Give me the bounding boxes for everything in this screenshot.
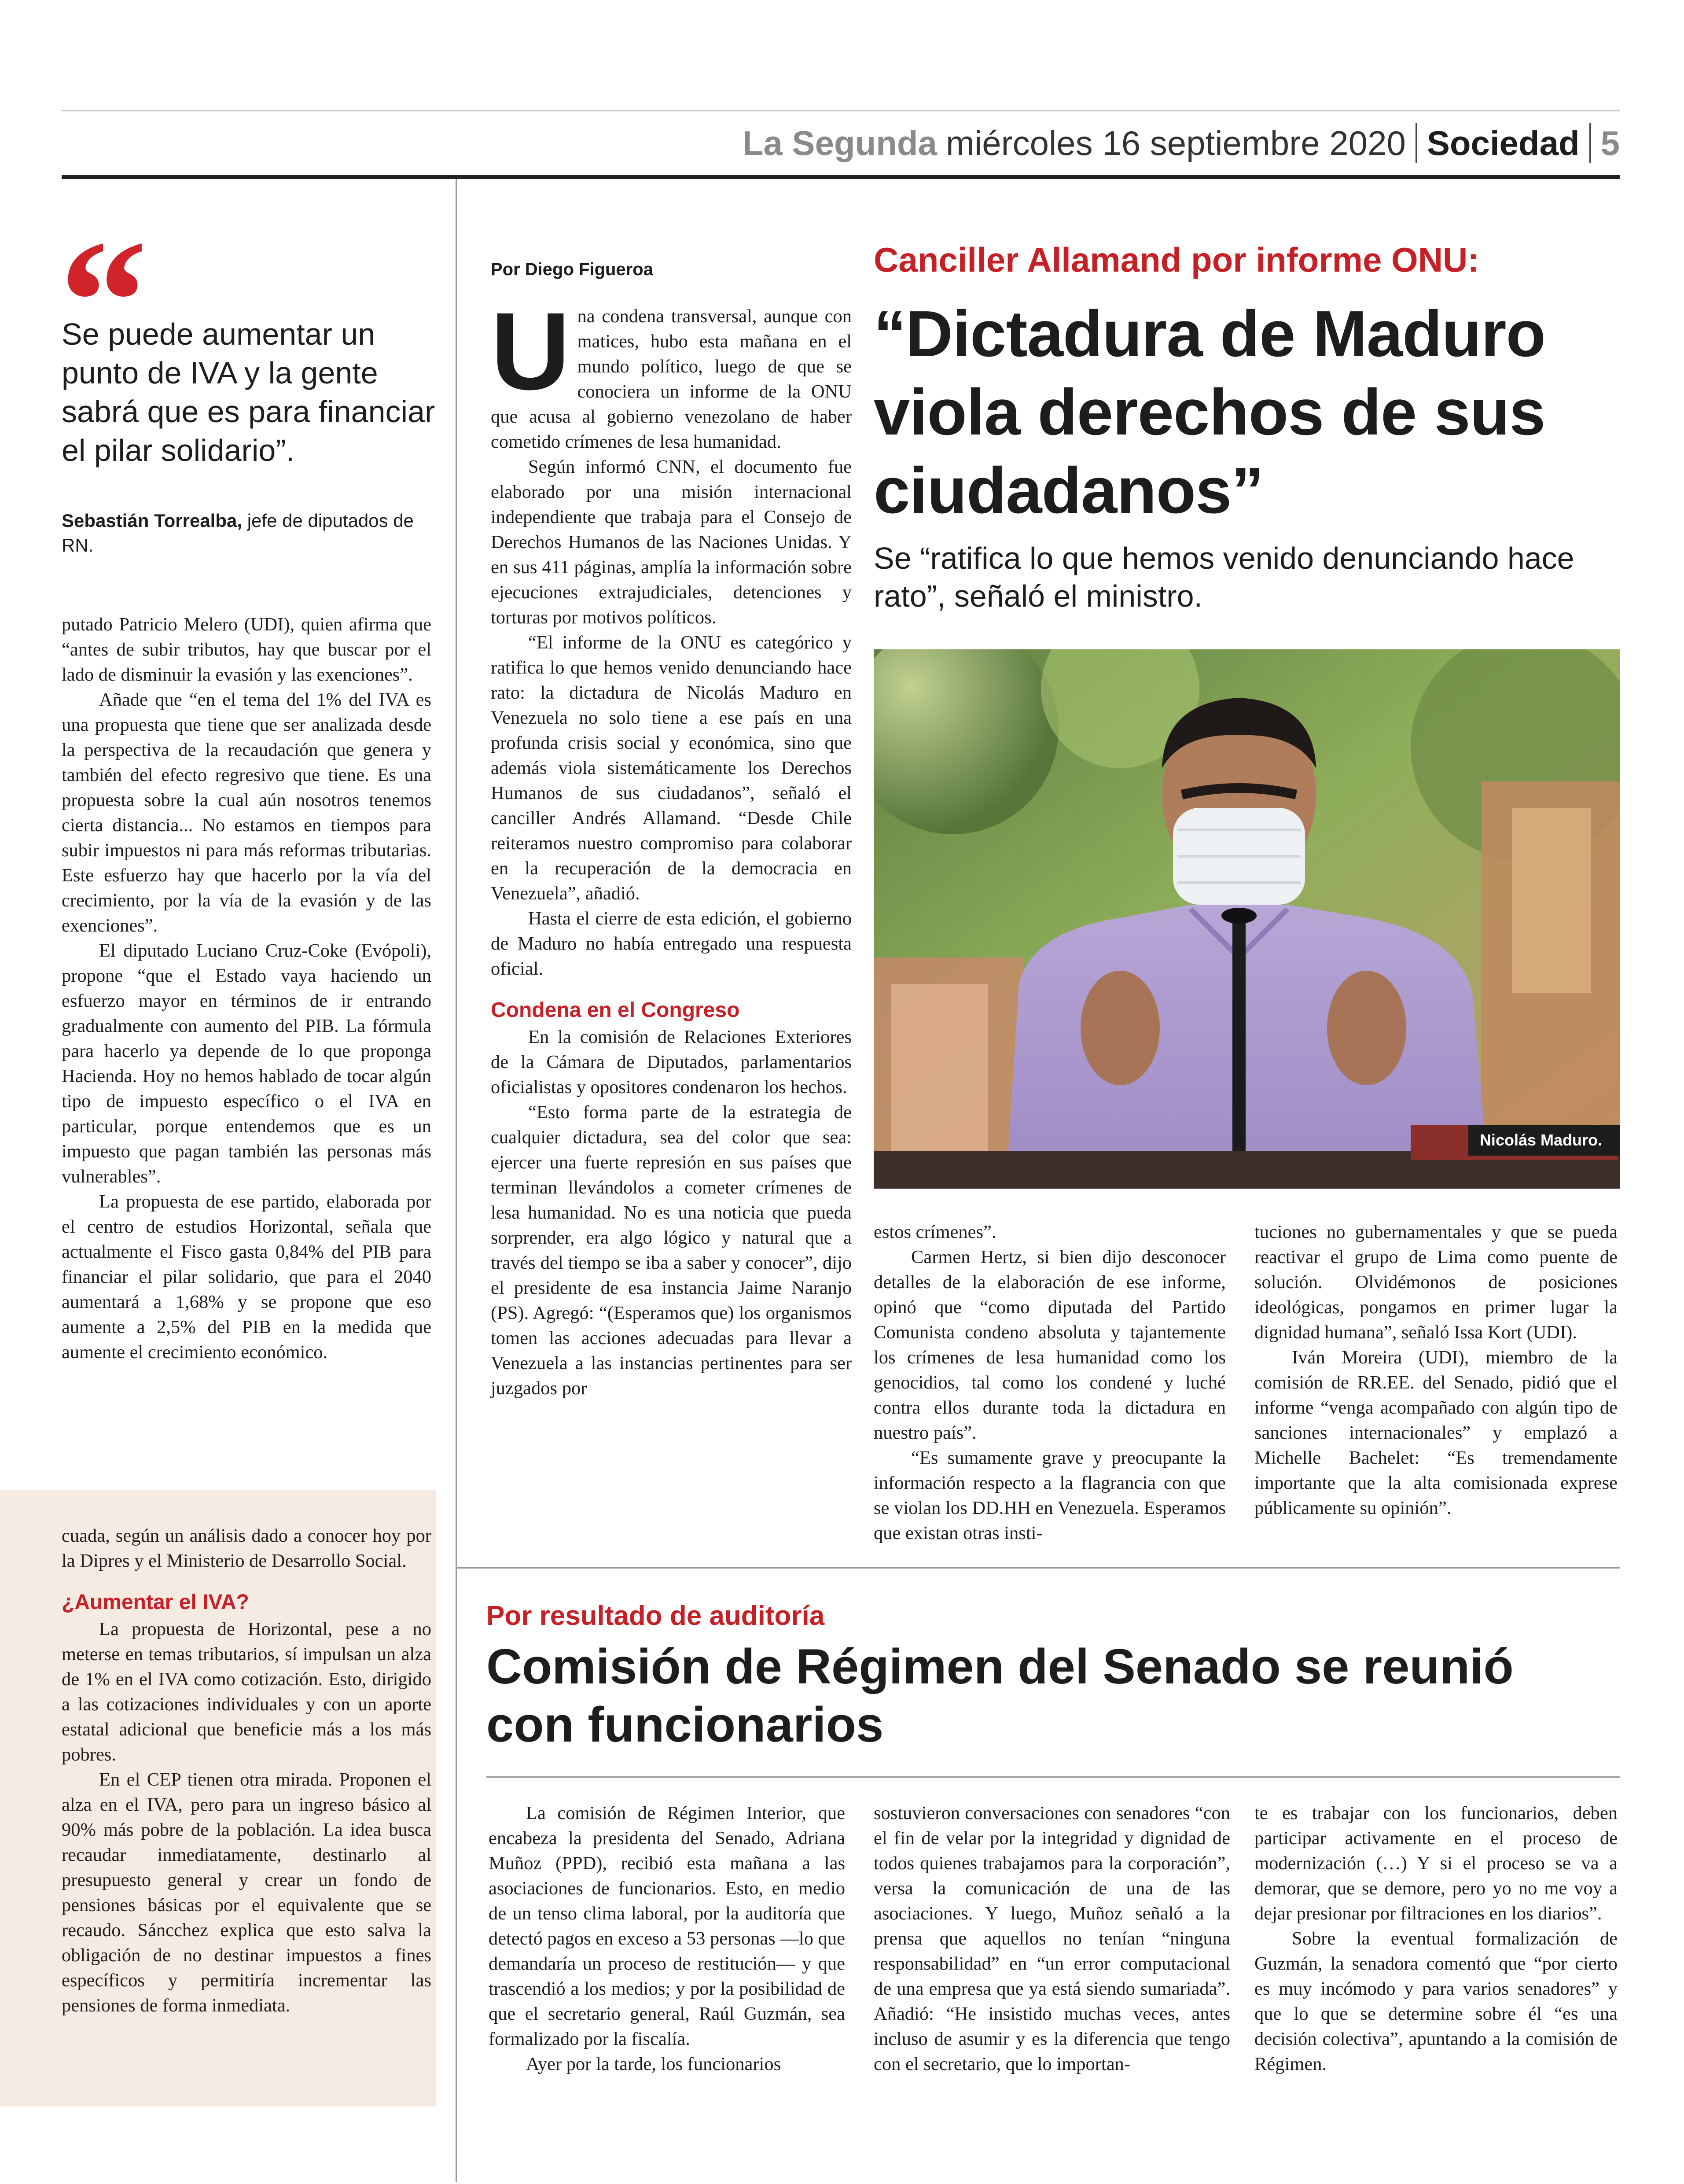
paragraph: cuada, según un análisis dado a conocer hoy por la Dipres y el Ministerio de Desarrollo Social. <box>62 1525 431 1571</box>
page-header <box>743 112 1620 174</box>
top-rule <box>62 110 1620 111</box>
paragraph: La comisión de Régimen Interior, que encabeza la presidenta del Senado, Adriana Muñoz (PPD), recibió esta mañana a las asociaciones de funcionarios. Esto, en medio de un tenso clima laboral, por la auditoría que detectó pagos en exceso a 53 personas —lo que demandaría un proceso de restitución— y que trascendió a los medios; y por la posibilidad de que el secretario general, Raúl Guzmán, sea formalizado por la fiscalía. <box>489 1803 845 2049</box>
paragraph: estos crímenes”. <box>874 1222 996 1242</box>
pull-quote: Se puede aumentar un punto de IVA y la gente sabrá que es para financiar el pilar solidario”. <box>62 317 435 468</box>
paragraph: El diputado Luciano Cruz-Coke (Evópoli), propone “que el Estado vaya haciendo un esfuerzo mayor en términos de ir entrando gradualmente con aumento del PIB. La fórmula para hacerlo ya depende de lo que proponga Hacienda. Hoy no hemos hablado de tocar algún tipo de impuesto específico o el IVA en particular, porque entendemos que es un impuesto que pagan también las personas más vulnerables”. <box>62 940 431 1187</box>
story2-column-2 <box>874 1801 1230 2077</box>
header-separator <box>1589 123 1591 163</box>
paragraph: La propuesta de Horizontal, pese a no meterse en temas tributarios, sí impulsan un alza de 1% en el IVA como cotización. Esto, dirigido a las cotizaciones individuales y con un aporte estatal adicional que beneficie más a los más pobres. <box>62 1619 431 1765</box>
paragraph: tuciones no gubernamentales y que se pueda reactivar el grupo de Lima como puente de solución. Olvidémonos de posiciones ideológicas, pongamos en primer lugar la dignidad humana”, señaló Issa Kort (UDI). <box>1254 1222 1618 1343</box>
paragraph: putado Patricio Melero (UDI), quien afirma que “antes de subir tributos, hay que buscar por el lado de disminuir la evasión y las exenciones”. <box>62 614 431 685</box>
paragraph: te es trabajar con los funcionarios, deben participar activamente en el proceso de modernización (…) Y si el proceso se va a demorar, que se demore, pero yo no me voy a dejar presionar por filtraciones en los diarios”. <box>1254 1803 1618 1924</box>
column-4-text <box>1254 1219 1618 1521</box>
story-deck: Se “ratifica lo que hemos venido denunciando hace rato”, señaló el ministro. <box>874 541 1574 613</box>
paragraph: Según informó CNN, el documento fue elaborado por una misión internacional independiente que trabaja para el Consejo de Derechos Humanos de las Naciones Unidas. Y en sus 411 páginas, amplía la información sobre ejecuciones extrajudiciales, detenciones y torturas por motivos políticos. <box>491 457 852 628</box>
lead-text: na condena transversal, aunque con matices, hubo esta mañana en el mundo político, luego de que se conociera un informe de la ONU que acusa al gobierno venezolano de haber cometido crímenes de lesa humanidad. <box>491 306 852 452</box>
story2-column-3 <box>1254 1801 1618 2077</box>
shaded-box-text <box>62 1523 431 2018</box>
header-rule <box>62 175 1620 179</box>
paragraph: La propuesta de ese partido, elaborada por el centro de estudios Horizontal, señala que actualmente el Fisco gasta 0,84% del PIB para financiar el pilar solidario, que para el 2040 aumentará a 1,68% y se propone que eso aumente a 2,5% del PIB en la medida que aumente el crecimiento económico. <box>62 1191 431 1363</box>
column-2-text <box>491 290 852 1401</box>
issue-date: miércoles 16 septiembre 2020 <box>945 123 1406 162</box>
photo-illustration <box>874 649 1620 1189</box>
paragraph: sostuvieron conversaciones con senadores “con el fin de velar por la integridad y dignidad de todos quienes trabajamos para la corporación”, versa la comunicación de una de las asociaciones. Y luego, Muñoz señaló a la prensa que aquellos no tenían “ninguna responsabilidad” en “un error computacional de una empresa que ya está siendo sumariada”. Añadió: “He insistido muchas veces, antes incluso de asumir y es la diferencia que tengo con el secretario, que lo importan- <box>874 1803 1230 2074</box>
story-headline: “Dictadura de Maduro viola derechos de sus ciudadanos” <box>874 298 1545 527</box>
subhead: ¿Aumentar el IVA? <box>62 1591 249 1614</box>
paragraph: “Esto forma parte de la estrategia de cualquier dictadura, sea del color que sea: ejercer una fuerte represión en sus países que terminan llevándolos a cometer crímenes de lesa humanidad. No es una noticia que pueda sorprender, era algo lógico y natural que a través del tiempo se iba a saber y conocer”, dijo el presidente de esa instancia Jaime Naranjo (PS). Agregó: “(Esperamos que) los organismos tomen las acciones adecuadas para llevar a Venezuela a las instancias pertinentes para ser juzgados por <box>491 1102 852 1399</box>
paragraph: Sobre la eventual formalización de Guzmán, la senadora comentó que “por cierto es muy incómodo y para varios senadores” y que lo que se determine sobre él “es una decisión colectiva”, apuntando a la comisión de Régimen. <box>1254 1928 1618 2074</box>
paragraph: “El informe de la ONU es categórico y ratifica lo que hemos venido denunciando hace rato: la dictadura de Nicolás Maduro en Venezuela no solo tiene a ese país en una profunda crisis social y económica, sino que además viola sistemáticamente los Derechos Humanos de sus ciudadanos”, señaló el canciller Andrés Allamand. “Desde Chile reiteramos nuestro compromiso para colaborar en la recuperación de la democracia en Venezuela”, añadió. <box>491 632 852 904</box>
photo-caption: Nicolás Maduro. <box>1468 1125 1620 1156</box>
paragraph: Añade que “en el tema del 1% del IVA es una propuesta que tiene que ser analizada desde la perspectiva de la recaudación que genera y también del efecto regresivo que tiene. Es una propuesta sobre la cual aún nosotros tenemos cierta distancia... No estamos en tiempos para subir impuestos ni para más reformas tributarias. Este esfuerzo hay que hacerlo por la vía del crecimiento, por la vía de la evasión y de las exenciones”. <box>62 689 431 936</box>
drop-cap: U <box>491 290 570 412</box>
paragraph: Carmen Hertz, si bien dijo desconocer detalles de la elaboración de ese informe, opinó que “como diputada del Partido Comunista condeno absoluta y tajantemente los crímenes de lesa humanidad como los genocidios, tal como los condené y luché contra ellos durante toda la dictadura en nuestro país”. <box>874 1247 1226 1443</box>
page-number: 5 <box>1600 123 1620 162</box>
column-1-text <box>62 612 431 1365</box>
byline: Por Diego Figueroa <box>491 260 653 279</box>
newspaper-brand: La Segunda <box>742 123 937 162</box>
column-3-text <box>874 1219 1226 1546</box>
news-photo <box>874 649 1620 1189</box>
headline-divider <box>486 1776 1620 1778</box>
subhead: Condena en el Congreso <box>491 998 740 1022</box>
paragraph: En la comisión de Relaciones Exteriores de la Cámara de Diputados, parlamentarios oficialistas y opositores condenaron los hechos. <box>491 1027 852 1098</box>
paragraph: Hasta el cierre de esta edición, el gobierno de Maduro no había entregado una respuesta oficial. <box>491 908 852 979</box>
story-divider <box>456 1567 1620 1569</box>
quote-role: jefe de diputados de RN. <box>62 510 414 556</box>
paragraph: Ayer por la tarde, los funcionarios <box>526 2054 781 2074</box>
quote-attribution <box>62 508 449 558</box>
quote-author: Sebastián Torrealba, <box>62 510 243 531</box>
paragraph: Iván Moreira (UDI), miembro de la comisión de RR.EE. del Senado, pidió que el informe “venga acompañado con algún tipo de sanciones internacionales” y emplazó a Michelle Bachelet: “Es tremendamente importante que la alta comisionada exprese públicamente su opinión”. <box>1254 1347 1618 1518</box>
header-separator <box>1416 123 1417 163</box>
story2-column-1 <box>489 1801 845 2077</box>
column-rule <box>456 179 457 2182</box>
story-kicker: Por resultado de auditoría <box>486 1601 825 1631</box>
quote-mark-icon: “ <box>59 204 147 399</box>
paragraph: “Es sumamente grave y preocupante la información respecto a la flagrancia con que se violan los DD.HH en Venezuela. Esperamos que existan otras insti- <box>874 1447 1226 1543</box>
story-headline: Comisión de Régimen del Senado se reunió con funcionarios <box>486 1639 1514 1752</box>
section-name: Sociedad <box>1427 123 1580 162</box>
paragraph: En el CEP tienen otra mirada. Proponen el alza en el IVA, pero para un ingreso básico al 90% más pobre de la población. La idea busca recaudar inmediatamente, destinarlo al presupuesto general y crear un fondo de pensiones básicas por el equivalente que se recaudo. Sáncchez explica que esto salva la obligación de no destinar impuestos a fines específicos y permitiría incrementar las pensiones de forma inmediata. <box>62 1769 431 2016</box>
story-kicker: Canciller Allamand por informe ONU: <box>874 240 1479 279</box>
lead-paragraph <box>491 290 852 454</box>
